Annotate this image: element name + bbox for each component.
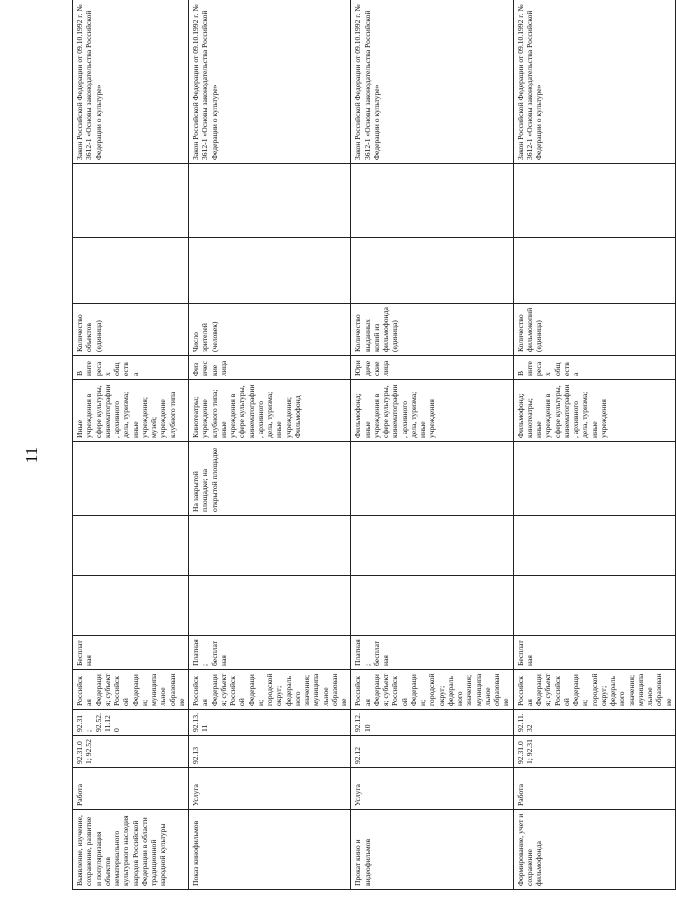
cell-law: Закон Российской Федерации от 09.10.1992 г. № 3612-1 «Основы законодательства Российской Федерации о культуре» — [351, 0, 513, 164]
cell-empty — [73, 576, 189, 636]
cell-institutions: Кинотеатры; учреждение клубного типа; иные учреждения в сфере культуры, кинематографии, архивного дела, туризма; иные учреждения; Фильмофонд — [189, 380, 351, 442]
cell-empty — [73, 164, 189, 238]
cell-okved: 92.31.01; 92.31 — [513, 736, 675, 768]
cell-type: Услуга — [189, 768, 351, 810]
cell-empty — [189, 576, 351, 636]
cell-okpd: 92.13.11 — [189, 710, 351, 736]
cell-empty — [513, 516, 675, 576]
cell-indicator: Количество объектов (единица) — [73, 304, 189, 356]
cell-indicator: Количество выданных копий из фильмофонда (единица) — [351, 304, 513, 356]
cell-okpd: 92.11.32 — [513, 710, 675, 736]
cell-okved: 92.13 — [189, 736, 351, 768]
cell-empty — [351, 516, 513, 576]
cell-empty — [513, 238, 675, 304]
cell-type: Работа — [73, 768, 189, 810]
cell-name: Прокат кино и видеофильмов — [351, 810, 513, 890]
cell-type: Услуга — [351, 768, 513, 810]
cell-okpd: 92.12.10 — [351, 710, 513, 736]
cell-empty — [189, 164, 351, 238]
cell-founder: Российская Федерация; субъект Российской Федерации; муниципальное образование — [73, 670, 189, 710]
cell-payment: Платная; бесплатная — [351, 636, 513, 670]
cell-empty — [513, 164, 675, 238]
cell-founder: Российская Федерация; субъект Российской Федерации; городской округ; федерального значения; муниципальное образование — [189, 670, 351, 710]
cell-indicator: Число зрителей (человек) — [189, 304, 351, 356]
cell-empty — [73, 516, 189, 576]
cell-name: Показ кинофильмов — [189, 810, 351, 890]
cell-empty — [513, 576, 675, 636]
cell-place — [73, 442, 189, 516]
cell-type: Работа — [513, 768, 675, 810]
cell-payment: Бесплатная — [73, 636, 189, 670]
cell-law: Закон Российской Федерации от 09.10.1992 г. № 3612-1 «Основы законодательства Российской Федерации о культуре» — [513, 0, 675, 164]
cell-okved: 92.12 — [351, 736, 513, 768]
cell-place — [513, 442, 675, 516]
cell-empty — [351, 164, 513, 238]
cell-name: Выявление, изучение, сохранение, развитие и популяризация объектов нематериального культурного наследия народов Российской Федерации в области традиционной народной культуры — [73, 810, 189, 890]
table-row — [73, 0, 189, 890]
cell-law: Закон Российской Федерации от 09.10.1992 г. № 3612-1 «Основы законодательства Российской Федерации о культуре» — [189, 0, 351, 164]
registry-table-container — [72, 4, 673, 890]
cell-name: Формирование, учет и сохранение фильмофонда — [513, 810, 675, 890]
cell-empty — [189, 516, 351, 576]
services-registry-table — [72, 0, 676, 890]
cell-institutions: Иные учреждения в сфере культуры, кинематографии, архивного дела, туризма; иные учреждения; музей; учреждение клубного типа — [73, 380, 189, 442]
cell-okpd: 92.31; 92.52.11.120 — [73, 710, 189, 736]
cell-founder: Российская Федерация; субъект Российской Федерации; городской округ; федерального значения; муниципальное образование — [513, 670, 675, 710]
cell-place: На закрытой площадке; на открытой площадке — [189, 442, 351, 516]
cell-indicator: Количество фильмокопий (единица) — [513, 304, 675, 356]
table-row — [513, 0, 675, 890]
cell-empty — [189, 238, 351, 304]
cell-institutions: Фильмофонд; кинотеатры; иные учреждения в сфере культуры, кинематографии, архивного дела, туризма; иные учреждения — [513, 380, 675, 442]
cell-empty — [351, 576, 513, 636]
cell-institutions: Фильмофонд; иные учреждения в сфере культуры, кинематографии, архивного дела, туризма; иные учреждения — [351, 380, 513, 442]
cell-place — [351, 442, 513, 516]
cell-empty — [351, 238, 513, 304]
page-number: 11 — [22, 446, 42, 464]
table-row — [351, 0, 513, 890]
cell-payment: Бесплатная — [513, 636, 675, 670]
cell-payment: Платная; бесплатная — [189, 636, 351, 670]
cell-consumer: Физические лица — [189, 356, 351, 380]
cell-okved: 92.31.01; 92.52 — [73, 736, 189, 768]
cell-empty — [73, 238, 189, 304]
cell-consumer: В интересах общества — [73, 356, 189, 380]
cell-founder: Российская Федерация; субъект Российской Федерации; городской округ; федерального значения; муниципальное образование — [351, 670, 513, 710]
table-row — [189, 0, 351, 890]
cell-consumer: В интересах общества — [513, 356, 675, 380]
cell-consumer: Юридические лица — [351, 356, 513, 380]
cell-law: Закон Российской Федерации от 09.10.1992 г. № 3612-1 «Основы законодательства Российской Федерации о культуре» — [73, 0, 189, 164]
